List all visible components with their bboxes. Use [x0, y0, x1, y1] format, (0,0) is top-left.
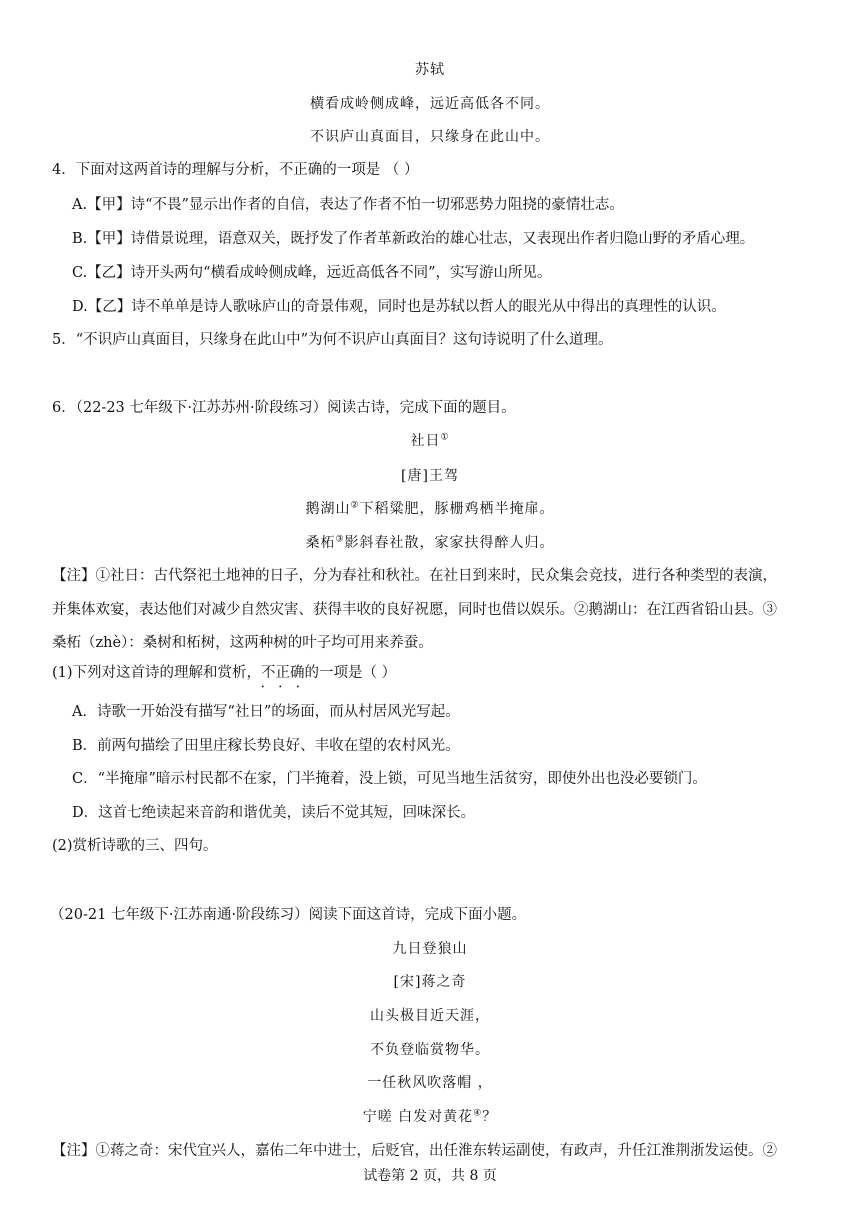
poem1-line1: 横看成岭侧成峰，远近高低各不同。 — [310, 96, 550, 112]
poem1-author: 苏轼 — [415, 62, 445, 78]
poem2-title — [0, 431, 860, 451]
poem2-line1-note-marker: ② — [350, 500, 360, 511]
page-footer: 试卷第 2 页，共 8 页 — [363, 1168, 497, 1184]
question-6-option-a[interactable]: A．诗歌一开始没有描写“社日”的场面，而从村居风光写起。 — [72, 704, 460, 720]
poem2-line2-a: 桑柘 — [305, 535, 336, 551]
poem3-line4-note-marker: ④ — [473, 1108, 483, 1119]
sub1-text-b: 的一项是（ ） — [304, 665, 397, 681]
poem2-line1-b: 下稻粱肥，豚栅鸡栖半掩扉。 — [359, 501, 555, 517]
poem2-line2-note-marker: ③ — [335, 534, 345, 545]
question-6-option-b[interactable]: B．前两句描绘了田里庄稼长势良好、丰收在望的农村风光。 — [72, 738, 460, 754]
poem2-note-line1: 【注】①社日：古代祭祀土地神的日子，分为春社和秋社。在社日到来时，民众集会竞技，进行各种类型的表演， — [52, 568, 777, 584]
poem2-line2-b: 影斜春社散，家家扶得醉人归。 — [344, 535, 555, 551]
poem3-title: 九日登狼山 — [392, 941, 468, 957]
poem3-line4-a: 宁嗟 白发对黄花 — [362, 1109, 474, 1125]
poem3-author: [宋]蒋之奇 — [393, 974, 467, 990]
sub1-emphasis: 不正确 • • • — [261, 663, 305, 683]
poem3-line2: 不负登临赏物华。 — [370, 1042, 490, 1058]
poem3-line1: 山头极目近天涯， — [370, 1008, 490, 1024]
question-4-stem: 4．下面对这两首诗的理解与分析，不正确的一项是 （ ） — [52, 162, 419, 178]
poem3-note-line1: 【注】①蒋之奇：宋代宜兴人，嘉佑二年中进士，后贬官，出任淮东转运副使，有政声，升任江淮荆浙发运使。② — [52, 1143, 777, 1159]
question-4-option-d[interactable]: D.【乙】诗不单单是诗人歌咏庐山的奇景伟观，同时也是苏轼以哲人的眼光从中得出的真理性的认识。 — [72, 299, 726, 315]
question-6-sub1-stem — [52, 663, 396, 683]
poem3-line4-b: ？ — [482, 1109, 498, 1125]
poem2-note-line3: 桑柘（zhè）：桑树和柘树，这两种树的叶子均可用来养蚕。 — [52, 635, 433, 651]
poem3-line4 — [0, 1107, 860, 1127]
poem2-title-note-marker: ① — [440, 432, 450, 443]
poem2-line1-a: 鹅湖山 — [305, 501, 351, 517]
poem1-line2: 不识庐山真面目，只缘身在此山中。 — [310, 129, 550, 145]
poem2-line1 — [0, 499, 860, 519]
question-6-stem: 6．（22-23 七年级下·江苏苏州·阶段练习）阅读古诗，完成下面的题目。 — [52, 400, 516, 416]
poem2-title-text: 社日 — [410, 433, 441, 449]
question-6-option-c[interactable]: C．“半掩扉”暗示村民都不在家，门半掩着，没上锁，可见当地生活贫穷，即使外出也没必要锁门。 — [72, 771, 707, 787]
question-6-option-d[interactable]: D．这首七绝读起来音韵和谐优美，读后不觉其短，回味深长。 — [72, 805, 476, 821]
sub1-text-a: (1)下列对这首诗的理解和赏析， — [52, 665, 262, 681]
question-4-option-c[interactable]: C.【乙】诗开头两句“横看成岭侧成峰，远近高低各不同”，实写游山所见。 — [72, 265, 552, 281]
poem3-line3: 一任秋风吹落帽 ， — [367, 1075, 493, 1091]
question-6-sub2-stem: (2)赏析诗歌的三、四句。 — [52, 838, 218, 854]
question-7-stem: （20-21 七年级下·江苏南通·阶段练习）阅读下面这首诗，完成下面小题。 — [50, 907, 527, 923]
poem2-author: [唐]王驾 — [401, 468, 459, 484]
question-5-stem: 5．“不识庐山真面目，只缘身在此山中”为何不识庐山真面目？这句诗说明了什么道理。 — [52, 332, 613, 348]
poem2-note-line2: 并集体欢宴，表达他们对减少自然灾害、获得丰收的良好祝愿，同时也借以娱乐。②鹅湖山：在江西省铅山县。③ — [52, 602, 777, 618]
question-4-option-b[interactable]: B.【甲】诗借景说理，语意双关，既抒发了作者革新政治的雄心壮志，又表现出作者归隐山野的矛盾心理。 — [72, 231, 755, 247]
poem2-line2 — [0, 533, 860, 553]
question-4-option-a[interactable]: A.【甲】诗“不畏”显示出作者的自信，表达了作者不怕一切邪恶势力阻挠的豪情壮志。 — [72, 197, 624, 213]
